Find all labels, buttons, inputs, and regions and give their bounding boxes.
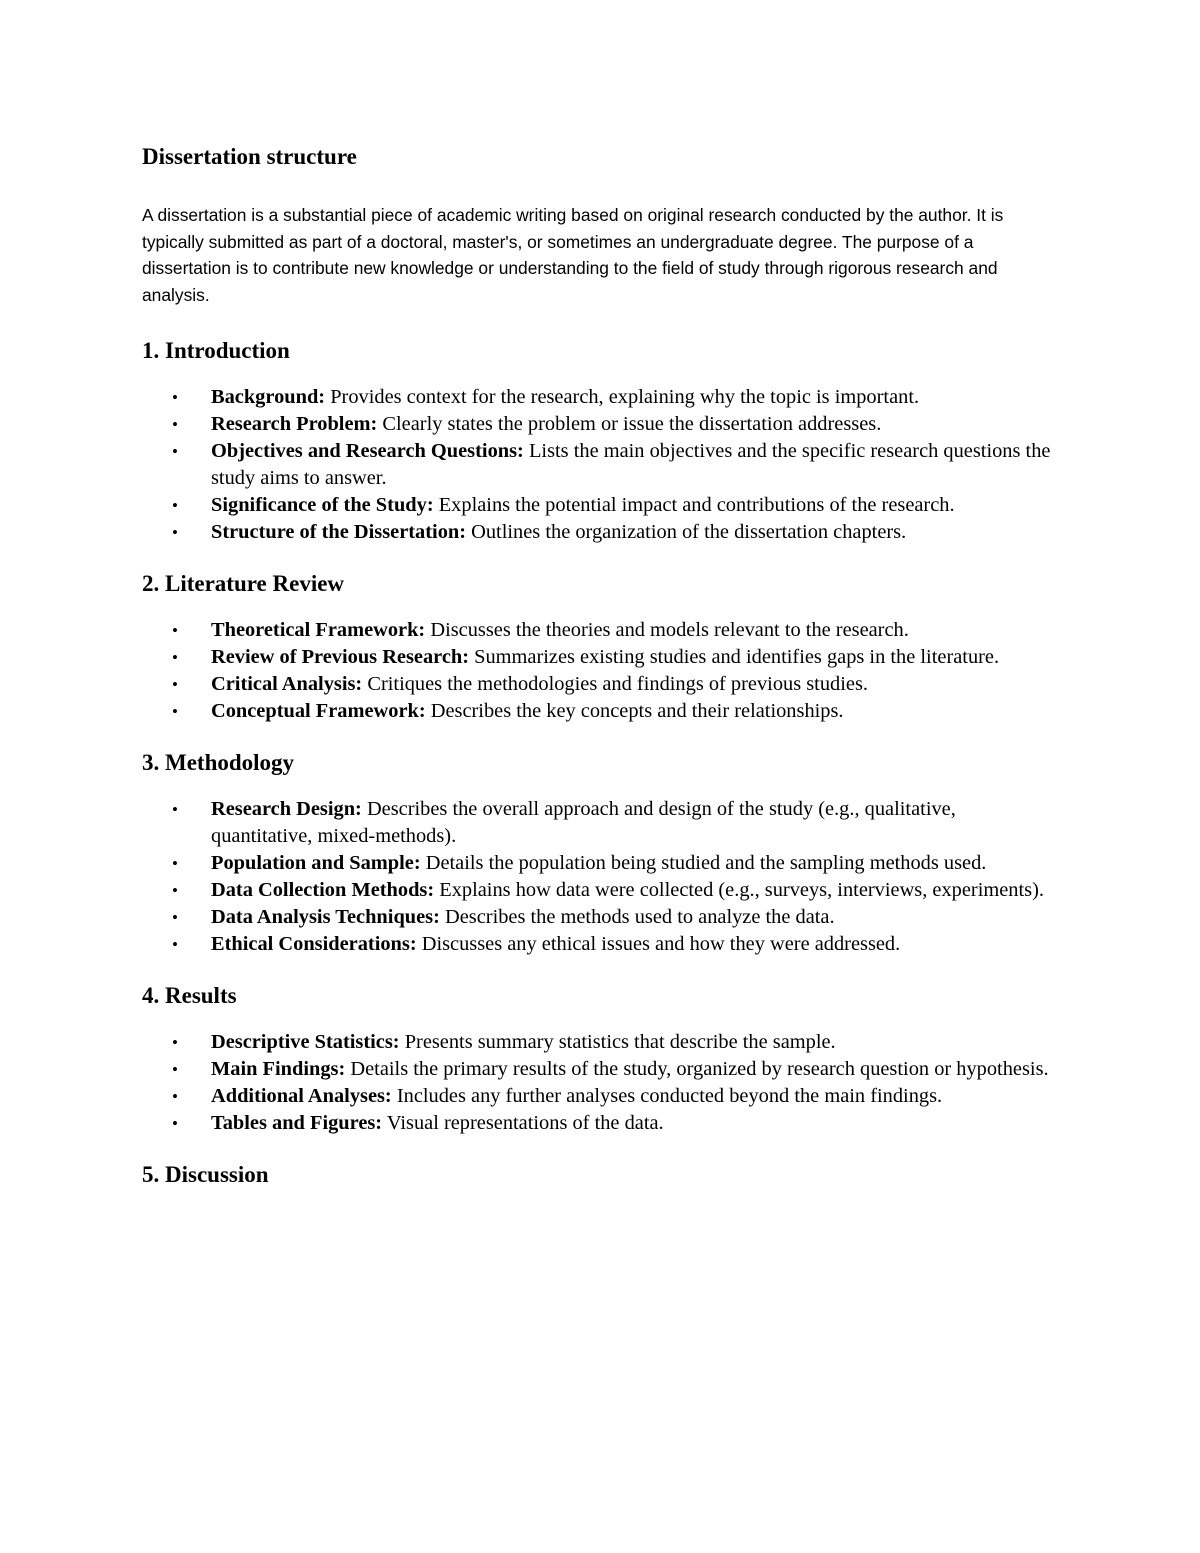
list-item-text: Presents summary statistics that describe the sample. xyxy=(404,1031,836,1054)
section-heading: 5. Discussion xyxy=(142,1162,269,1188)
list-item-text: Explains how data were collected (e.g., surveys, interviews, experiments). xyxy=(439,879,1044,902)
list-item xyxy=(142,671,1062,698)
list-item-term: Review of Previous Research: xyxy=(211,646,470,669)
list-item xyxy=(142,411,1062,438)
list-item xyxy=(142,1029,1062,1056)
bullet-icon: • xyxy=(172,1114,178,1134)
list-item xyxy=(142,1110,1062,1137)
list-item-text: Lists the main objectives and the specific research questions the study aims to answer. xyxy=(211,440,1051,490)
list-item xyxy=(142,850,1062,877)
list-item-term: Structure of the Dissertation: xyxy=(211,521,467,544)
list-item-text: Outlines the organization of the dissertation chapters. xyxy=(471,521,907,544)
bullet-icon: • xyxy=(172,1033,178,1053)
list-item-text: Describes the overall approach and design of the study (e.g., qualitative, quantitative, mixed-methods). xyxy=(211,798,956,848)
list-item-term: Main Findings: xyxy=(211,1058,346,1081)
list-item xyxy=(142,644,1062,671)
list-item-term: Data Analysis Techniques: xyxy=(211,906,440,929)
section-heading: 4. Results xyxy=(142,983,237,1009)
bullet-icon: • xyxy=(172,1060,178,1080)
section-heading: 2. Literature Review xyxy=(142,571,345,597)
list-item-text: Includes any further analyses conducted beyond the main findings. xyxy=(396,1085,943,1108)
bullet-icon: • xyxy=(172,800,178,820)
list-item-term: Theoretical Framework: xyxy=(211,619,426,642)
list-item-term: Tables and Figures: xyxy=(211,1112,383,1135)
bullet-icon: • xyxy=(172,496,178,516)
list-item-term: Ethical Considerations: xyxy=(211,933,417,956)
list-item xyxy=(142,698,1062,725)
list-item xyxy=(142,617,1062,644)
list-item-text: Clearly states the problem or issue the dissertation addresses. xyxy=(382,413,882,436)
bullet-icon: • xyxy=(172,648,178,668)
list-item-term: Objectives and Research Questions: xyxy=(211,440,524,463)
bullet-icon: • xyxy=(172,908,178,928)
section-list xyxy=(142,617,1062,725)
section-heading: 1. Introduction xyxy=(142,338,290,364)
section-list xyxy=(142,796,1062,958)
list-item-text: Discusses any ethical issues and how they were addressed. xyxy=(421,933,901,956)
bullet-icon: • xyxy=(172,621,178,641)
list-item xyxy=(142,796,1062,850)
list-item-term: Conceptual Framework: xyxy=(211,700,426,723)
list-item-term: Research Design: xyxy=(211,798,362,821)
list-item-term: Population and Sample: xyxy=(211,852,421,875)
document-page xyxy=(142,140,1062,1208)
bullet-icon: • xyxy=(172,881,178,901)
list-item-term: Significance of the Study: xyxy=(211,494,434,517)
list-item-text: Explains the potential impact and contributions of the research. xyxy=(438,494,955,517)
intro-paragraph: A dissertation is a substantial piece of academic writing based on original research conducted by the author. It is typically submitted as part of a doctoral, master's, or sometimes an undergraduate degree. The purpose of a dissertation is to contribute new knowledge or understanding to the field of study through rigorous research and analysis. xyxy=(142,205,1004,305)
list-item xyxy=(142,384,1062,411)
list-item-text: Discusses the theories and models relevant to the research. xyxy=(430,619,909,642)
list-item xyxy=(142,1083,1062,1110)
section-heading: 3. Methodology xyxy=(142,750,295,776)
list-item-term: Additional Analyses: xyxy=(211,1085,392,1108)
list-item xyxy=(142,492,1062,519)
list-item xyxy=(142,931,1062,958)
list-item-term: Critical Analysis: xyxy=(211,673,363,696)
list-item-text: Critiques the methodologies and findings of previous studies. xyxy=(367,673,868,696)
bullet-icon: • xyxy=(172,1087,178,1107)
list-item-text: Details the primary results of the study, organized by research question or hypothesis. xyxy=(350,1058,1049,1081)
sections-container xyxy=(142,334,1062,1192)
document-title: Dissertation structure xyxy=(142,144,357,169)
list-item xyxy=(142,1056,1062,1083)
list-item-text: Describes the methods used to analyze the data. xyxy=(445,906,835,929)
list-item-term: Data Collection Methods: xyxy=(211,879,435,902)
list-item-text: Describes the key concepts and their relationships. xyxy=(430,700,844,723)
bullet-icon: • xyxy=(172,523,178,543)
list-item-text: Summarizes existing studies and identifies gaps in the literature. xyxy=(474,646,1000,669)
list-item xyxy=(142,904,1062,931)
bullet-icon: • xyxy=(172,935,178,955)
bullet-icon: • xyxy=(172,442,178,462)
list-item-term: Background: xyxy=(211,386,326,409)
list-item xyxy=(142,438,1062,492)
section-list xyxy=(142,1029,1062,1137)
list-item-term: Descriptive Statistics: xyxy=(211,1031,400,1054)
bullet-icon: • xyxy=(172,702,178,722)
section-list xyxy=(142,384,1062,546)
list-item-text: Details the population being studied and the sampling methods used. xyxy=(425,852,987,875)
list-item-term: Research Problem: xyxy=(211,413,378,436)
list-item-text: Visual representations of the data. xyxy=(386,1112,664,1135)
bullet-icon: • xyxy=(172,675,178,695)
list-item xyxy=(142,877,1062,904)
bullet-icon: • xyxy=(172,415,178,435)
bullet-icon: • xyxy=(172,388,178,408)
bullet-icon: • xyxy=(172,854,178,874)
list-item xyxy=(142,519,1062,546)
list-item-text: Provides context for the research, explaining why the topic is important. xyxy=(330,386,920,409)
